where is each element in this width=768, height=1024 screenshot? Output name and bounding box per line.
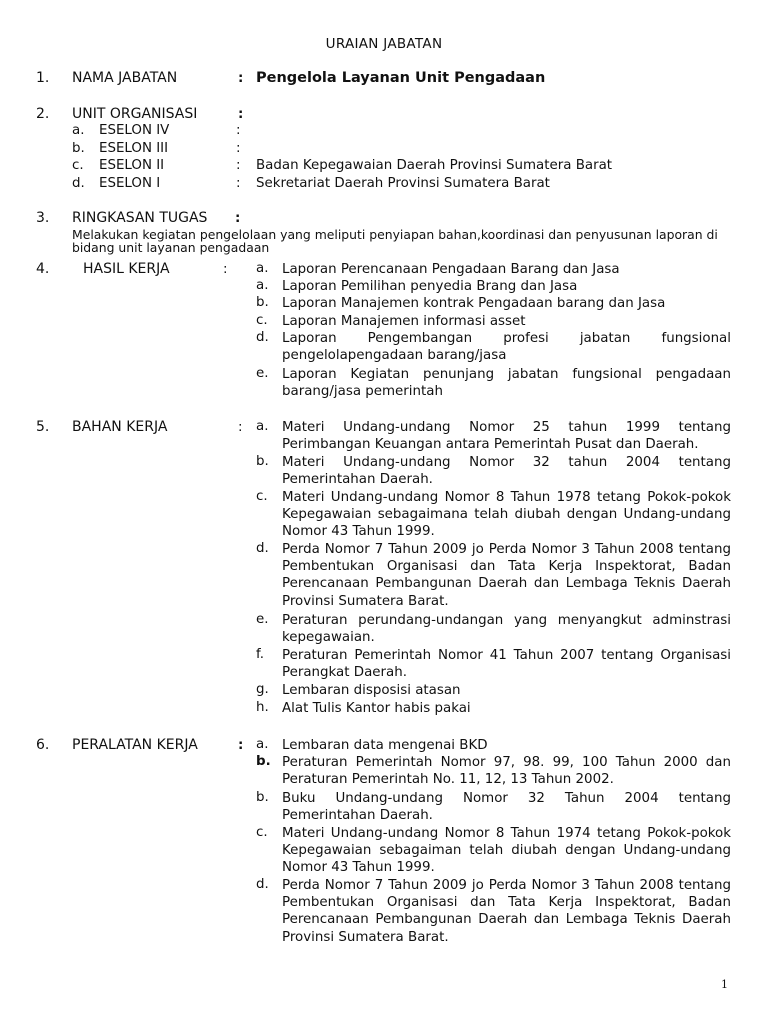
section-3-label: RINGKASAN TUGAS (72, 210, 208, 226)
section-5-colon: : (238, 420, 243, 435)
hasil-item-text: Laporan Manajemen kontrak Pengadaan barang dan Jasa (282, 296, 666, 311)
section-2-number: 2. (36, 106, 50, 122)
section-1-number: 1. (36, 70, 50, 86)
bahan-item-letter: g. (256, 682, 269, 697)
peralatan-item-letter: c. (256, 825, 268, 840)
eselon-iii-label: ESELON III (99, 141, 169, 156)
eselon-ii-colon: : (236, 158, 241, 173)
summary-line-1: Melakukan kegiatan pengelolaan yang meliputi penyiapan bahan,koordinasi dan penyusunan laporan di (72, 227, 718, 242)
section-6-label: PERALATAN KERJA (72, 737, 198, 753)
peralatan-item-text: Lembaran data mengenai BKD (282, 738, 488, 753)
section-3-colon: : (235, 211, 241, 226)
eselon-iii-colon: : (236, 141, 241, 156)
section-2-label: UNIT ORGANISASI (72, 106, 198, 122)
eselon-iv-letter: a. (72, 123, 85, 138)
bahan-item-text: Materi Undang-undang Nomor 8 Tahun 1978 tetang Pokok-pokok Kepegawaian sebagaimana telah diubah dengan Undang-undang Nomor 43 Tahun 1999. (282, 490, 731, 540)
bahan-item-letter: f. (256, 647, 264, 662)
section-1-label: NAMA JABATAN (72, 70, 178, 86)
eselon-iv-label: ESELON IV (99, 123, 170, 138)
hasil-item-text: Laporan Perencanaan Pengadaan Barang dan Jasa (282, 262, 620, 277)
peralatan-item-text: Buku Undang-undang Nomor 32 Tahun 2004 tentang Pemerintahan Daerah. (282, 791, 731, 824)
hasil-item-letter: e. (256, 366, 269, 381)
bahan-item-letter: a. (256, 419, 269, 434)
section-3-number: 3. (36, 210, 50, 226)
page-number: 1 (721, 978, 728, 991)
eselon-i-label: ESELON I (99, 176, 161, 191)
peralatan-item-letter: b. (256, 790, 269, 805)
eselon-i-letter: d. (72, 176, 85, 191)
peralatan-item-letter: a. (256, 737, 269, 752)
bahan-item-letter: c. (256, 489, 268, 504)
section-4-colon: : (223, 262, 228, 277)
bahan-item-letter: h. (256, 700, 269, 715)
bahan-item-letter: e. (256, 612, 269, 627)
eselon-iii-letter: b. (72, 141, 85, 156)
section-6-number: 6. (36, 737, 50, 753)
eselon-ii-label: ESELON II (99, 158, 165, 173)
peralatan-item-letter: d. (256, 877, 269, 892)
peralatan-item-text: Peraturan Pemerintah Nomor 97, 98. 99, 100 Tahun 2000 dan Peraturan Pemerintah No. 11, 12, 13 Tahun 2002. (282, 755, 731, 788)
bahan-item-text: Lembaran disposisi atasan (282, 683, 461, 698)
eselon-ii-letter: c. (72, 158, 84, 173)
bahan-item-text: Peraturan Pemerintah Nomor 41 Tahun 2007 tentang Organisasi Perangkat Daerah. (282, 648, 731, 681)
document-title: URAIAN JABATAN (325, 36, 443, 52)
bahan-item-letter: d. (256, 541, 269, 556)
peralatan-item-letter: b. (256, 754, 271, 769)
section-4-label: HASIL KERJA (83, 261, 170, 277)
hasil-item-letter: b. (256, 295, 269, 310)
peralatan-item-text: Materi Undang-undang Nomor 8 Tahun 1974 tetang Pokok-pokok Kepegawaian sebagaiman telah diubah dengan Undang-undang Nomor 43 Tahun 1999. (282, 826, 731, 876)
section-6-colon: : (238, 738, 244, 753)
bahan-item-text: Perda Nomor 7 Tahun 2009 jo Perda Nomor 3 Tahun 2008 tentang Pembentukan Organisasi dan Tata Kerja Inspektorat, Badan Perencanaan Pembangunan Daerah dan Lembaga Teknis Daerah Provinsi Sumatera Barat. (282, 542, 731, 609)
bahan-item-text: Peraturan perundang-undangan yang menyangkut adminstrasi kepegawaian. (282, 613, 731, 646)
hasil-item-text: Laporan Pemilihan penyedia Brang dan Jasa (282, 279, 578, 294)
bahan-item-text: Materi Undang-undang Nomor 25 tahun 1999 tentang Perimbangan Keuangan antara Pemerintah Pusat dan Daerah. (282, 420, 731, 453)
eselon-i-value: Sekretariat Daerah Provinsi Sumatera Barat (256, 176, 550, 191)
summary-line-2: bidang unit layanan pengadaan (72, 240, 270, 255)
hasil-item-letter: c. (256, 313, 268, 328)
bahan-item-letter: b. (256, 454, 269, 469)
hasil-item-text: Laporan Pengembangan profesi jabatan fungsional pengelolapengadaan barang/jasa (282, 331, 731, 364)
bahan-item-text: Alat Tulis Kantor habis pakai (282, 701, 471, 716)
bahan-item-text: Materi Undang-undang Nomor 32 tahun 2004 tentang Pemerintahan Daerah. (282, 455, 731, 488)
peralatan-item-text: Perda Nomor 7 Tahun 2009 jo Perda Nomor 3 Tahun 2008 tentang Pembentukan Organisasi dan Tata Kerja Inspektorat, Badan Perencanaan Pembangunan Daerah dan Lembaga Teknis Daerah Provinsi Sumatera Barat. (282, 878, 731, 945)
section-1-colon: : (238, 71, 244, 86)
section-4-number: 4. (36, 261, 50, 277)
section-5-number: 5. (36, 419, 50, 435)
eselon-ii-value: Badan Kepegawaian Daerah Provinsi Sumatera Barat (256, 158, 613, 173)
section-1-value: Pengelola Layanan Unit Pengadaan (256, 70, 546, 86)
section-5-label: BAHAN KERJA (72, 419, 168, 435)
hasil-item-text: Laporan Manajemen informasi asset (282, 314, 526, 329)
section-2-colon: : (238, 107, 244, 122)
eselon-iv-colon: : (236, 123, 241, 138)
hasil-item-letter: a. (256, 278, 269, 293)
hasil-item-letter: a. (256, 261, 269, 276)
eselon-i-colon: : (236, 176, 241, 191)
hasil-item-letter: d. (256, 330, 269, 345)
hasil-item-text: Laporan Kegiatan penunjang jabatan fungsional pengadaan barang/jasa pemerintah (282, 367, 731, 400)
